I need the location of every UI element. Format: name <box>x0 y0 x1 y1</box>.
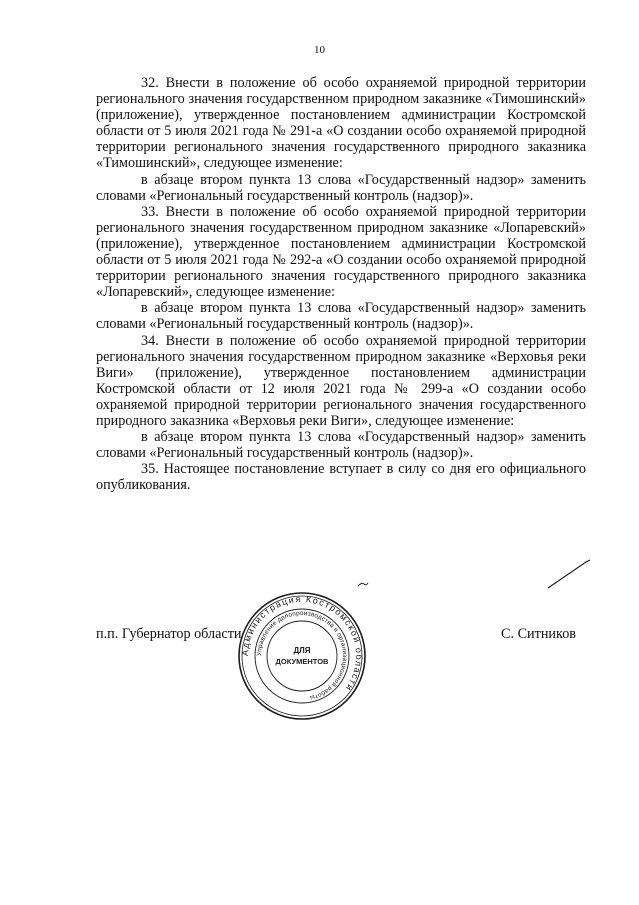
paragraph-34-change: в абзаце втором пункта 13 слова «Государственный надзор» заменить словами «Региональный государственный контроль (надзор)». <box>96 429 586 462</box>
stamp-center-line2: ДОКУМЕНТОВ <box>275 657 329 666</box>
stamp-outer-text: Администрация Костромской области <box>239 593 365 694</box>
signer-title: п.п. Губернатор области <box>96 626 242 642</box>
signature-mark <box>350 548 600 598</box>
official-stamp <box>236 590 368 722</box>
stamp-inner-text: Управление делопроизводства и организационной работы <box>255 609 349 702</box>
paragraph-32-change: в абзаце втором пункта 13 слова «Государственный надзор» заменить словами «Региональный государственный контроль (надзор)». <box>96 171 586 204</box>
paragraph-33-change: в абзаце втором пункта 13 слова «Государственный надзор» заменить словами «Региональный государственный контроль (надзор)». <box>96 300 586 333</box>
document-body <box>96 75 586 493</box>
page-number: 10 <box>314 44 325 56</box>
paragraph-32: 32. Внести в положение об особо охраняемой природной территории регионального значения государственном природном заказнике «Тимошинский» (приложение), утвержденное постановлением администрации Костромской области от 5 июля 2021 года № 291-а «О создании особо охраняемой природной территории регионального значения государственного природного заказника «Тимошинский», следующее изменение: <box>96 75 586 172</box>
signer-name: С. Ситников <box>501 626 576 642</box>
paragraph-34: 34. Внести в положение об особо охраняемой природной территории регионального значения государственном природном заказнике «Верховья реки Виги» (приложение), утвержденное постановлением администрации Костромской области от 12 июля 2021 года № 299-а «О создании особо охраняемой природной территории регионального значения государственного природного заказника «Верховья реки Виги», следующее изменение: <box>96 332 586 429</box>
stamp-center-line1: ДЛЯ <box>293 646 311 655</box>
paragraph-35: 35. Настоящее постановление вступает в силу со дня его официального опубликования. <box>96 461 586 494</box>
paragraph-33: 33. Внести в положение об особо охраняемой природной территории регионального значения государственном природном заказнике «Лопаревский» (приложение), утвержденное постановлением администрации Костромской области от 5 июля 2021 года № 292-а «О создании особо охраняемой природной территории регионального значения государственного природного заказника «Лопаревский», следующее изменение: <box>96 203 586 301</box>
